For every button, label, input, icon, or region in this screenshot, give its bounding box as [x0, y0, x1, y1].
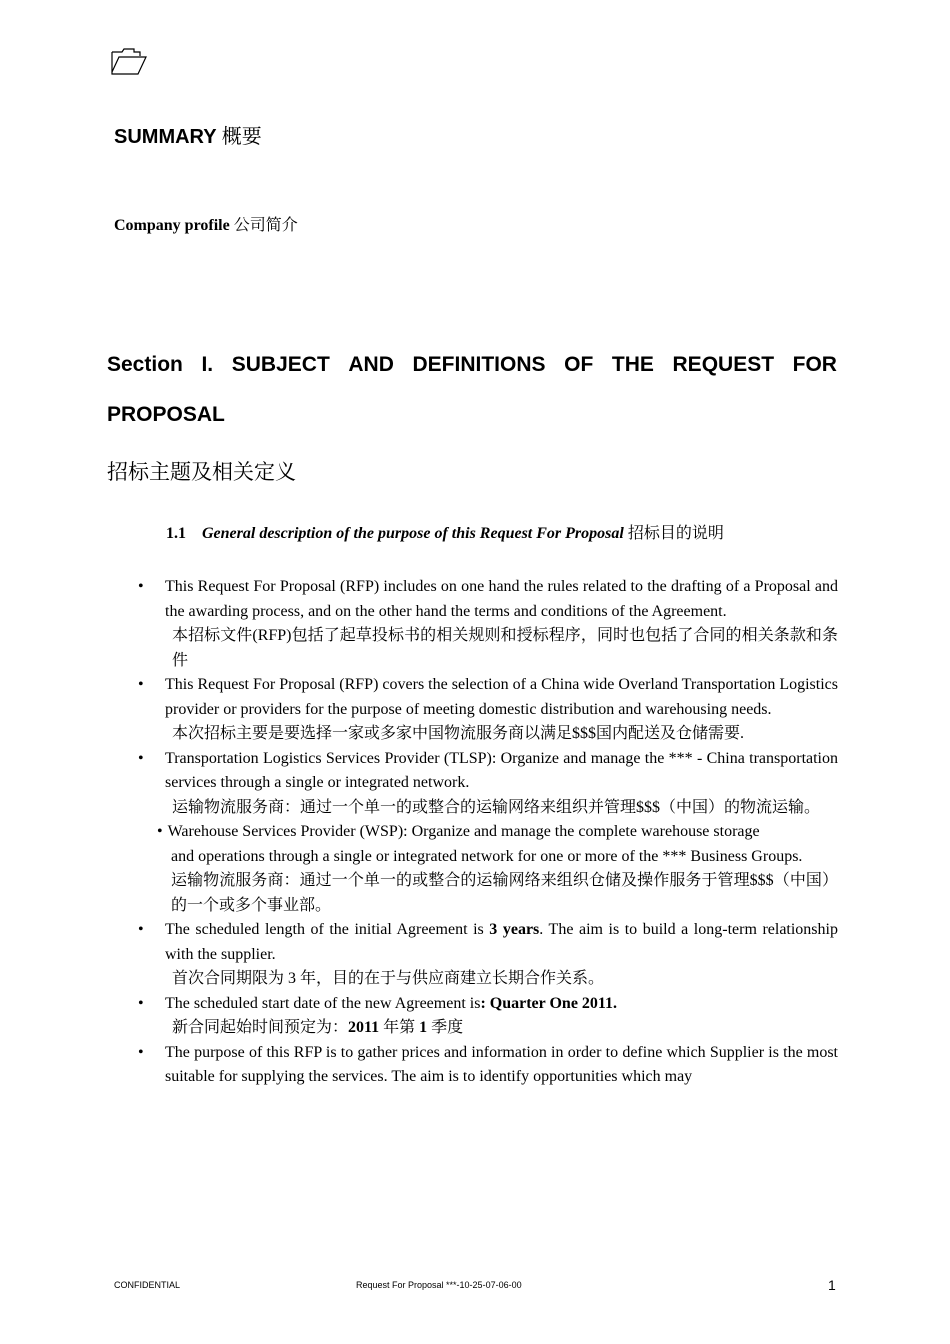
section-title-word: SUBJECT: [231, 353, 330, 376]
section-title-word: I.: [201, 353, 214, 376]
subsection-heading: [166, 520, 724, 543]
list-item: [130, 992, 838, 1041]
company-profile-heading: [114, 212, 298, 235]
section-title: [107, 340, 837, 440]
list-item: [130, 918, 838, 992]
list-item-text-cn: 新合同起始时间预定为：2011 年第 1 季度: [172, 1019, 464, 1036]
list-item-text-cn: 本招标文件(RFP)包括了起草投标书的相关规则和授标程序，同时也包括了合同的相关条款和条件: [172, 627, 838, 669]
list-item-text: This Request For Proposal (RFP) covers the selection of a China wide Overland Transportation Logistics provider or providers for the purpose of meeting domestic distribution and warehousing needs.: [165, 676, 838, 718]
section-title-line2: PROPOSAL: [107, 403, 225, 426]
section-title-word: OF: [564, 353, 594, 376]
section-title-word: DEFINITIONS: [412, 353, 546, 376]
section-title-line1: [107, 340, 837, 390]
list-item-text-cn: 首次合同期限为 3 年，目的在于与供应商建立长期合作关系。: [172, 970, 605, 987]
bullet-icon: •: [138, 749, 144, 767]
list-item-text: The scheduled start date of the new Agreement is: Quarter One 2011.: [165, 994, 618, 1012]
bullet-list: [130, 575, 838, 1090]
list-item: [130, 575, 838, 673]
section-title-word: Section: [107, 353, 183, 376]
bullet-icon: •: [138, 994, 144, 1012]
bullet-icon: •: [157, 823, 163, 840]
list-item: [130, 673, 838, 747]
subsection-title-cn: 招标目的说明: [627, 525, 724, 542]
list-item: [130, 1041, 838, 1090]
subsection-number: 1.1: [166, 525, 186, 542]
summary-label-cn: 概要: [221, 126, 262, 148]
list-item-text-cn: 运输物流服务商：通过一个单一的或整合的运输网络来组织仓储及操作服务于管理$$$（中国）的一个或多个事业部。: [171, 872, 838, 914]
list-item-text-cn: 本次招标主要是要选择一家或多家中国物流服务商以满足$$$国内配送及仓储需要.: [172, 725, 745, 742]
summary-heading: [114, 120, 262, 149]
folder-icon: [110, 48, 148, 76]
list-item-text: Transportation Logistics Services Provider (TLSP): Organize and manage the *** - China transportation services through a single or integrated network.: [165, 749, 838, 791]
footer-document-id: Request For Proposal ***-10-25-07-06-00: [356, 1280, 522, 1290]
section-title-cn: 招标主题及相关定义: [107, 460, 296, 484]
list-item-text-continued: and operations through a single or integrated network for one or more of the *** Business Groups.: [171, 847, 803, 865]
section-title-word: THE: [611, 353, 654, 376]
list-item: [130, 747, 838, 821]
section-title-word: FOR: [792, 353, 837, 376]
page-number: 1: [828, 1277, 836, 1293]
summary-label: SUMMARY: [114, 126, 217, 148]
list-item-text: Warehouse Services Provider (WSP): Organize and manage the complete warehouse storage: [167, 823, 760, 840]
bullet-icon: •: [138, 676, 144, 693]
footer-confidential: CONFIDENTIAL: [114, 1280, 181, 1290]
list-item-text: This Request For Proposal (RFP) includes on one hand the rules related to the drafting of a Proposal and the awarding process, and on the other hand the terms and conditions of the Agreement.: [165, 578, 838, 620]
list-item: [130, 820, 838, 918]
section-title-word: AND: [348, 353, 394, 376]
subsection-title: General description of the purpose of this Request For Proposal: [202, 525, 624, 542]
company-profile-label-cn: 公司简介: [233, 217, 298, 234]
section-title-word: REQUEST: [672, 353, 775, 376]
list-item-text: The purpose of this RFP is to gather prices and information in order to define which Supplier is the most suitable for supplying the services. The aim is to identify opportunities which may: [165, 1043, 838, 1085]
company-profile-label: Company profile: [114, 217, 230, 234]
list-item-text-cn: 运输物流服务商：通过一个单一的或整合的运输网络来组织并管理$$$（中国）的物流运输。: [172, 798, 821, 816]
bullet-icon: •: [138, 578, 144, 595]
bullet-icon: •: [138, 921, 144, 938]
bullet-icon: •: [138, 1043, 144, 1061]
list-item-text: The scheduled length of the initial Agreement is 3 years. The aim is to build a long-term relationship with the supplier.: [165, 921, 838, 963]
